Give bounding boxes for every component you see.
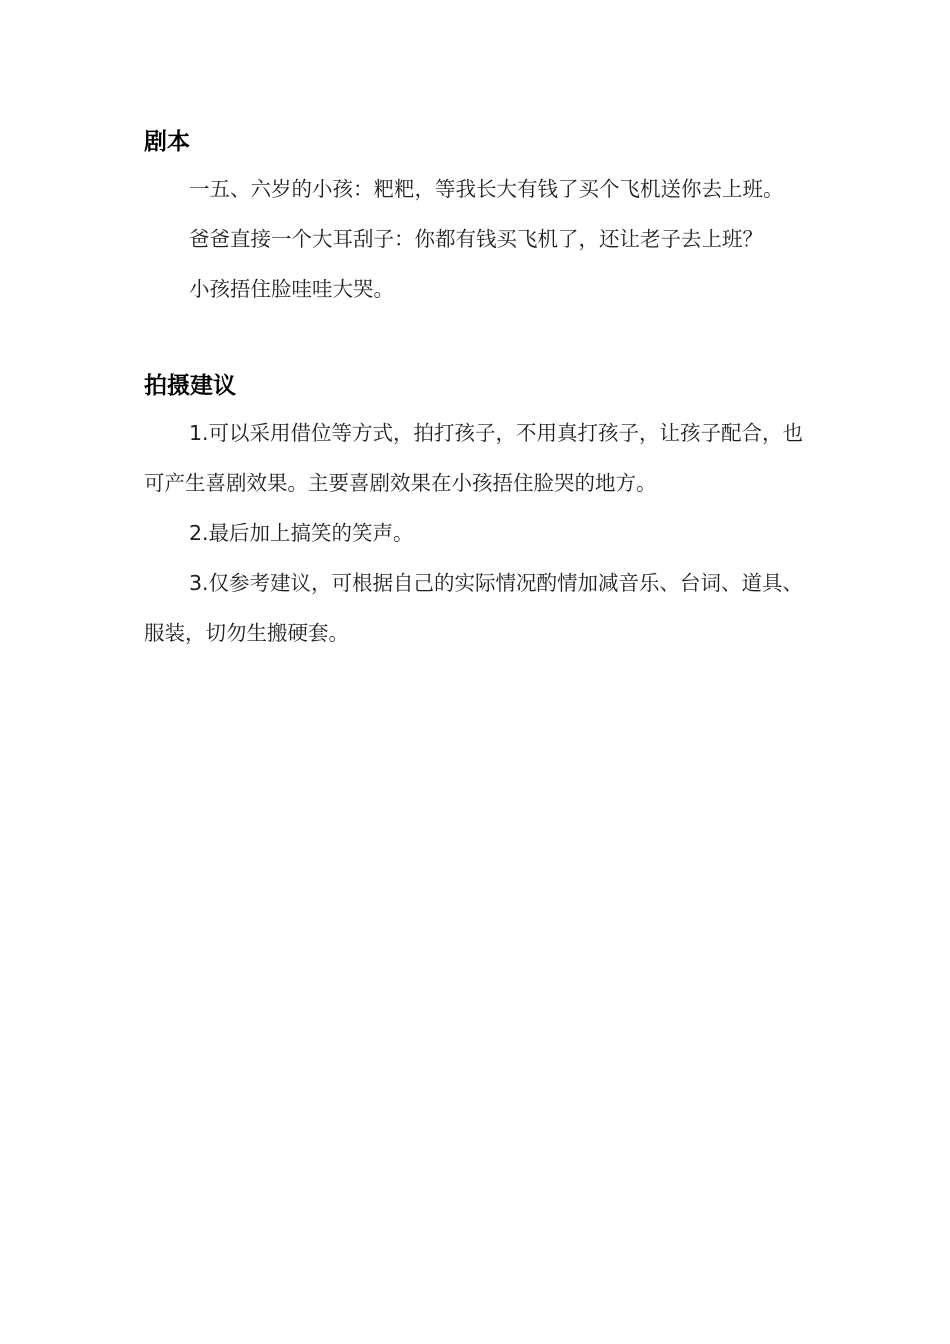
tip-item-3: 3.仅参考建议，可根据自己的实际情况酌情加减音乐、台词、道具、服装，切勿生搬硬套。 <box>144 571 804 645</box>
tips-section-title: 拍摄建议 <box>144 373 236 399</box>
script-section-title: 剧本 <box>144 129 190 155</box>
script-line-1: 一五、六岁的小孩：粑粑，等我长大有钱了买个飞机送你去上班。 <box>189 177 784 201</box>
script-line-2: 爸爸直接一个大耳刮子：你都有钱买飞机了，还让老子去上班？ <box>189 227 763 251</box>
script-line-3: 小孩捂住脸哇哇大哭。 <box>189 277 394 301</box>
section-spacer <box>144 314 814 364</box>
tip-item-2: 2.最后加上搞笑的笑声。 <box>189 521 414 545</box>
tip-item-1: 1.可以采用借位等方式，拍打孩子，不用真打孩子，让孩子配合，也可产生喜剧效果。主要喜剧效果在小孩捂住脸哭的地方。 <box>144 421 804 495</box>
document-page <box>144 120 814 658</box>
